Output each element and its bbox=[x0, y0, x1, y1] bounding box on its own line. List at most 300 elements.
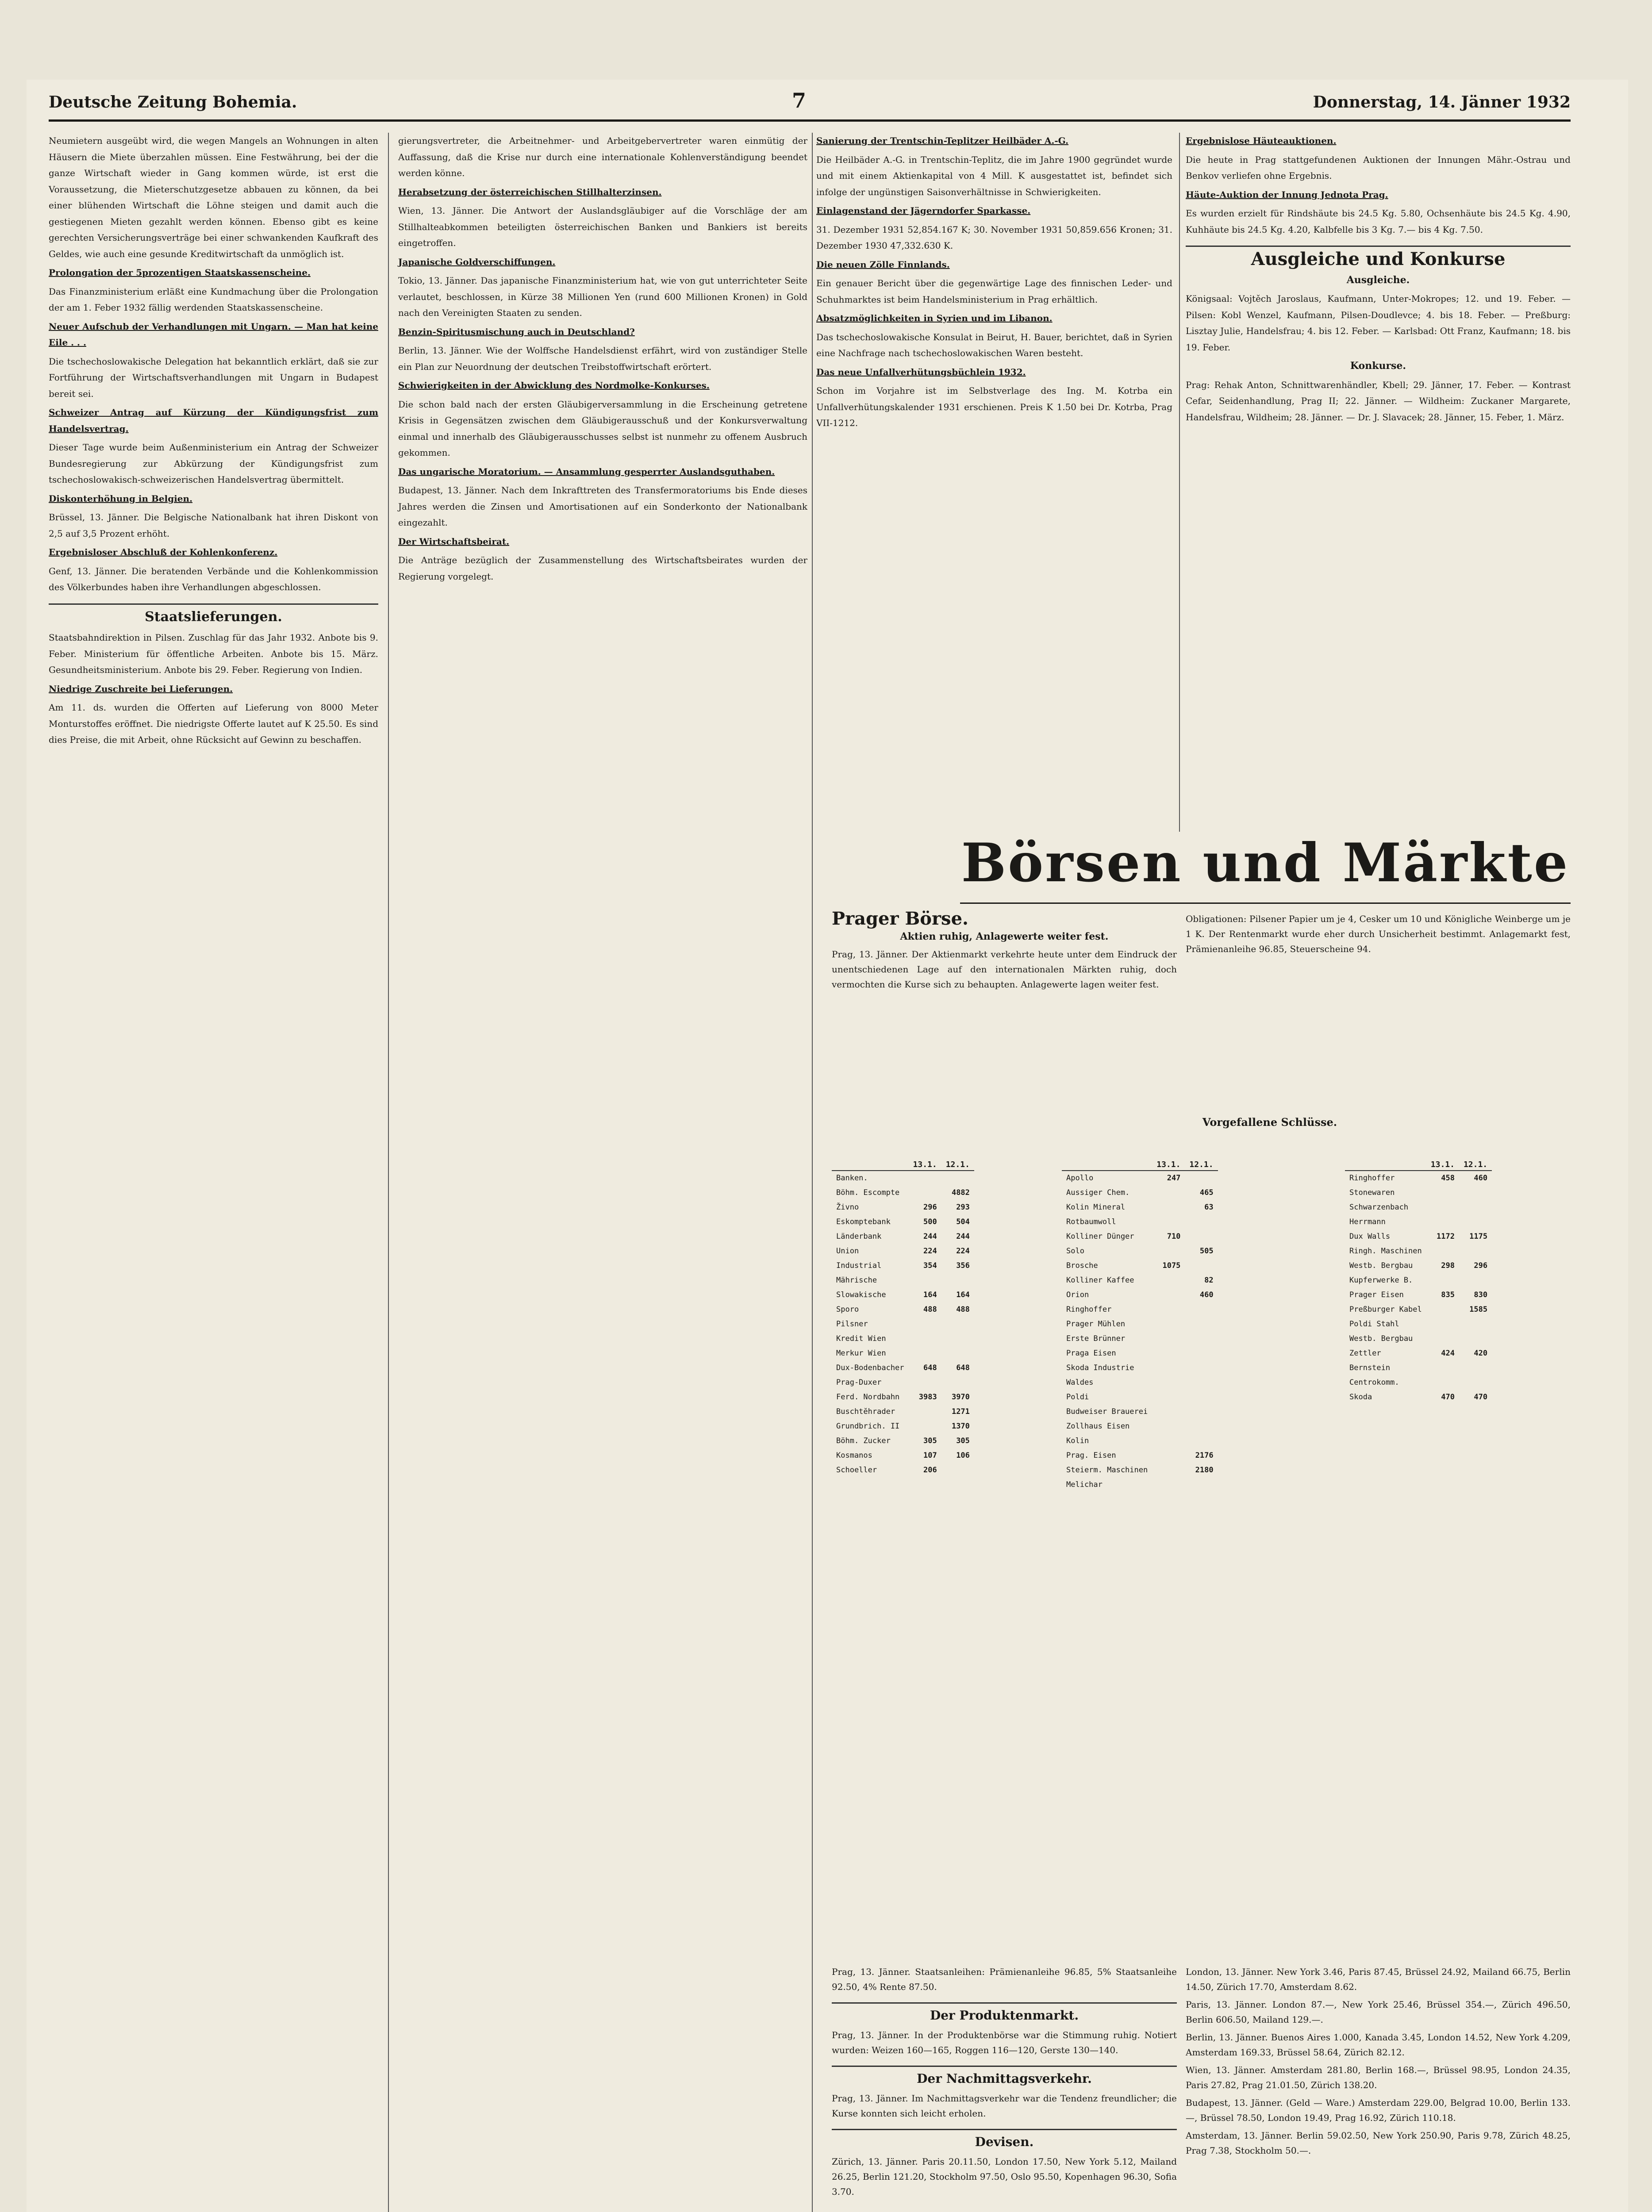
price-cell: 710 bbox=[1167, 1232, 1181, 1241]
table-row bbox=[832, 1390, 974, 1405]
article-text: Brüssel, 13. Jänner. Die Belgische Nationalbank hat ihren Diskont von 2,5 auf 3,5 Prozent erhöht. bbox=[49, 512, 378, 539]
table-row bbox=[1062, 1361, 1218, 1375]
section-heading: Staatslieferungen. bbox=[49, 603, 378, 626]
table-row bbox=[1345, 1186, 1492, 1200]
security-name: Buschtĕhrader bbox=[836, 1407, 895, 1416]
price-cell bbox=[941, 1332, 974, 1346]
security-name: Böhm. Escompte bbox=[836, 1188, 900, 1197]
table-row bbox=[1062, 1346, 1218, 1361]
price-cell bbox=[1185, 1302, 1218, 1317]
security-name: Grundbrich. II bbox=[836, 1422, 900, 1431]
price-cell bbox=[909, 1346, 941, 1361]
article-headline: Der Wirtschaftsbeirat. bbox=[398, 536, 510, 547]
price-cell bbox=[941, 1171, 974, 1186]
security-name: Steierm. Maschinen bbox=[1066, 1466, 1148, 1475]
article-headline: Prolongation der 5prozentigen Staatskassenscheine. bbox=[49, 267, 311, 278]
price-cell: 247 bbox=[1167, 1174, 1181, 1183]
price-cell bbox=[1426, 1273, 1459, 1288]
table-row bbox=[832, 1302, 974, 1317]
price-cell bbox=[909, 1186, 941, 1200]
price-cell: 244 bbox=[923, 1232, 937, 1241]
security-name: Poldi bbox=[1066, 1393, 1089, 1402]
table-row bbox=[832, 1346, 974, 1361]
table-row bbox=[832, 1463, 974, 1478]
price-cell: 1370 bbox=[951, 1422, 970, 1431]
column-1 bbox=[49, 133, 378, 751]
section-heading: Devisen. bbox=[832, 2129, 1177, 2150]
price-cell bbox=[1185, 1332, 1218, 1346]
security-name: Kolliner Kaffee bbox=[1066, 1276, 1134, 1285]
article-headline: Das neue Unfallverhütungsbüchlein 1932. bbox=[816, 366, 1026, 377]
table-row bbox=[832, 1361, 974, 1375]
table-row bbox=[1062, 1229, 1218, 1244]
article-headline: Neuer Aufschub der Verhandlungen mit Ungarn. — Man hat keine Eile . . . bbox=[49, 321, 378, 348]
article-text: Prag, 13. Jänner. Der Aktienmarkt verkehrte heute unter dem Eindruck der unentschiedenen Lage auf den internationalen Märkten ruhig, doch vermochten die Kurse sich zu behaupten. Anlagewerte lagen weiter fest. bbox=[832, 949, 1177, 990]
article-headline: Schwierigkeiten in der Abwicklung des Nordmolke-Konkurses. bbox=[398, 380, 710, 391]
price-cell: 830 bbox=[1474, 1290, 1488, 1299]
column-4-bottom bbox=[1186, 1964, 1571, 2161]
price-cell: 460 bbox=[1199, 1290, 1214, 1299]
table-row bbox=[832, 1171, 974, 1186]
price-cell bbox=[1152, 1302, 1185, 1317]
column-2 bbox=[398, 133, 807, 587]
table-row bbox=[1345, 1171, 1492, 1186]
security-name: Budweiser Brauerei bbox=[1066, 1407, 1148, 1416]
price-cell bbox=[1152, 1405, 1185, 1419]
price-cell bbox=[909, 1405, 941, 1419]
article-text: Genf, 13. Jänner. Die beratenden Verbände und die Kohlenkommission des Völkerbundes haben ihre Verhandlungen abgeschlossen. bbox=[49, 565, 378, 592]
article-text: Staatsbahndirektion in Pilsen. Zuschlag für das Jahr 1932. Anbote bis 9. Feber. Ministerium für öffentliche Arbeiten. Anbote bis 15. März. Gesundheitsministerium. Anbote bis 29. Feber. Regierung von Indien. bbox=[49, 632, 378, 675]
security-name: Stonewaren bbox=[1349, 1188, 1395, 1197]
column-4-top bbox=[1186, 133, 1571, 823]
article-headline: Die neuen Zölle Finnlands. bbox=[816, 259, 950, 270]
article-text: Das tschechoslowakische Konsulat in Beirut, H. Bauer, berichtet, daß in Syrien eine Nachfrage nach tschechoslowakischen Waren besteht. bbox=[816, 331, 1172, 358]
table-row bbox=[1062, 1186, 1218, 1200]
price-cell: 298 bbox=[1441, 1261, 1455, 1270]
price-cell bbox=[941, 1463, 974, 1478]
section-heading: Ausgleiche und Konkurse bbox=[1186, 246, 1571, 268]
table-row bbox=[832, 1419, 974, 1434]
price-cell bbox=[941, 1375, 974, 1390]
table-row bbox=[1345, 1332, 1492, 1346]
security-name: Prag-Duxer bbox=[836, 1378, 882, 1387]
table-row bbox=[832, 1375, 974, 1390]
price-cell bbox=[1152, 1478, 1185, 1492]
price-cell bbox=[1459, 1215, 1492, 1229]
security-name: Böhm. Zucker bbox=[836, 1436, 891, 1445]
security-name: Ringhoffer bbox=[1349, 1174, 1395, 1183]
table-row bbox=[1062, 1375, 1218, 1390]
price-cell bbox=[1185, 1346, 1218, 1361]
security-name: Bernstein bbox=[1349, 1363, 1391, 1372]
article-text: Berlin, 13. Jänner. Buenos Aires 1.000, Kanada 3.45, London 14.52, New York 4.209, Amsterdam 169.33, Brüssel 58.64, Zürich 82.12. bbox=[1186, 2032, 1571, 2058]
table-row bbox=[1062, 1215, 1218, 1229]
price-cell bbox=[909, 1375, 941, 1390]
article-text: 31. Dezember 1931 52,854.167 K; 30. November 1931 50,859.656 Kronen; 31. Dezember 1930 47,332.630 K. bbox=[816, 224, 1172, 251]
article-text: Die tschechoslowakische Delegation hat bekanntlich erklärt, daß sie zur Fortführung der Wirtschaftsverhandlungen mit Ungarn in Budapest bereit sei. bbox=[49, 356, 378, 399]
price-cell bbox=[1152, 1273, 1185, 1288]
table-row bbox=[832, 1186, 974, 1200]
price-cell: 3970 bbox=[951, 1393, 970, 1402]
price-cell bbox=[1426, 1200, 1459, 1215]
table-row bbox=[832, 1244, 974, 1259]
price-cell bbox=[909, 1317, 941, 1332]
price-cell: 206 bbox=[923, 1466, 937, 1475]
table-row bbox=[1062, 1448, 1218, 1463]
price-cell: 470 bbox=[1474, 1393, 1488, 1402]
stock-table-1 bbox=[832, 1159, 974, 1478]
price-cell bbox=[1185, 1478, 1218, 1492]
price-cell: 107 bbox=[923, 1451, 937, 1460]
table-row bbox=[1345, 1273, 1492, 1288]
price-cell: 356 bbox=[956, 1261, 970, 1270]
price-cell: 164 bbox=[956, 1290, 970, 1299]
security-name: Eskomptebank bbox=[836, 1217, 891, 1226]
article-text: Paris, 13. Jänner. London 87.—, New York 25.46, Brüssel 354.—, Zürich 496.50, Berlin 606.50, Mailand 129.—. bbox=[1186, 1999, 1571, 2025]
security-name: Westb. Bergbau bbox=[1349, 1261, 1413, 1270]
price-cell: 2180 bbox=[1195, 1466, 1214, 1475]
price-cell bbox=[1152, 1200, 1185, 1215]
article-headline: Ergebnisloser Abschluß der Kohlenkonferenz. bbox=[49, 547, 278, 557]
security-name: Ferd. Nordbahn bbox=[836, 1393, 900, 1402]
prague-exchange-block bbox=[832, 908, 1177, 995]
price-cell bbox=[1459, 1317, 1492, 1332]
article-text: Obligationen: Pilsener Papier um je 4, Cesker um 10 und Königliche Weinberge um je 1 K. Der Rentenmarkt wurde eher durch Unsicherheit bestimmt. Anlagemarkt fest, Prämienanleihe 96.85, Steuerscheine 94. bbox=[1186, 914, 1571, 954]
price-cell bbox=[1459, 1200, 1492, 1215]
article-text: Wien, 13. Jänner. Die Antwort der Auslandsgläubiger auf die Vorschläge der am Stillhalteabkommen beteiligten österreichischen Banken und Bankiers ist bereits eingetroffen. bbox=[398, 205, 807, 248]
subsection-heading: Konkurse. bbox=[1350, 360, 1406, 372]
article-headline: Japanische Goldverschiffungen. bbox=[398, 256, 556, 267]
article-headline: Das ungarische Moratorium. — Ansammlung gesperrter Auslandsguthaben. bbox=[398, 466, 775, 477]
table-row bbox=[1062, 1288, 1218, 1302]
price-cell bbox=[941, 1346, 974, 1361]
article-text: Das Finanzministerium erläßt eine Kundmachung über die Prolongation der am 1. Feber 1932 fällig werdenden Staatskassenscheine. bbox=[49, 286, 378, 313]
price-cell: 1585 bbox=[1469, 1305, 1488, 1314]
table-row bbox=[832, 1215, 974, 1229]
price-cell bbox=[909, 1171, 941, 1186]
article-headline: Ergebnislose Häuteauktionen. bbox=[1186, 135, 1337, 146]
table-row bbox=[1062, 1332, 1218, 1346]
security-name: Erste Brünner bbox=[1066, 1334, 1126, 1343]
table-row bbox=[832, 1448, 974, 1463]
article-headline: Einlagenstand der Jägerndorfer Sparkasse. bbox=[816, 205, 1031, 216]
article-headline: Benzin-Spiritusmischung auch in Deutschland? bbox=[398, 326, 635, 337]
table-row bbox=[1062, 1463, 1218, 1478]
price-cell: 460 bbox=[1474, 1174, 1488, 1183]
security-name: Prager Eisen bbox=[1349, 1290, 1404, 1299]
table-row bbox=[1062, 1200, 1218, 1215]
price-cell bbox=[1426, 1375, 1459, 1390]
security-name: Solo bbox=[1066, 1247, 1084, 1256]
table-row bbox=[1062, 1317, 1218, 1332]
table-row bbox=[1062, 1171, 1218, 1186]
market-heading: Prager Börse. bbox=[832, 908, 968, 929]
stock-table-3 bbox=[1345, 1159, 1492, 1405]
price-cell bbox=[1185, 1419, 1218, 1434]
security-name: Kupferwerke B. bbox=[1349, 1276, 1413, 1285]
price-cell: 224 bbox=[923, 1247, 937, 1256]
market-subheading: Aktien ruhig, Anlagewerte weiter fest. bbox=[900, 931, 1109, 942]
security-name: Melichar bbox=[1066, 1480, 1103, 1489]
masthead bbox=[49, 88, 1571, 122]
security-name: Schwarzenbach bbox=[1349, 1203, 1409, 1212]
security-name: Kredit Wien bbox=[836, 1334, 886, 1343]
table-row bbox=[832, 1200, 974, 1215]
price-cell bbox=[1185, 1317, 1218, 1332]
article-text: Prag, 13. Jänner. In der Produktenbörse war die Stimmung ruhig. Notiert wurden: Weizen 160—165, Roggen 116—120, Gerste 130—140. bbox=[832, 2030, 1177, 2055]
article-text: Berlin, 13. Jänner. Wie der Wolffsche Handelsdienst erfährt, wird von zuständiger Stelle ein Plan zur Neuordnung der deutschen Treibstoffwirtschaft erörtert. bbox=[398, 345, 807, 372]
security-name: Waldes bbox=[1066, 1378, 1094, 1387]
price-cell: 3983 bbox=[918, 1393, 937, 1402]
security-name: Brosche bbox=[1066, 1261, 1098, 1270]
article-text: Prag, 13. Jänner. Staatsanleihen: Prämienanleihe 96.85, 5% Staatsanleihe 92.50, 4% Rente 87.50. bbox=[832, 1966, 1177, 1992]
column-header: 12.1. bbox=[941, 1159, 974, 1171]
article-text: Amsterdam, 13. Jänner. Berlin 59.02.50, New York 250.90, Paris 9.78, Zürich 48.25, Prag 7.38, Stockholm 50.—. bbox=[1186, 2130, 1571, 2156]
table-row bbox=[1345, 1215, 1492, 1229]
article-text: Am 11. ds. wurden die Offerten auf Lieferung von 8000 Meter Monturstoffes eröffnet. Die niedrigste Offerte lautet auf K 25.50. Es sind dies Preise, die mit Arbeit, ohne Rücksicht auf Gewinn zu beschaffen. bbox=[49, 702, 378, 745]
price-cell bbox=[1459, 1375, 1492, 1390]
price-cell bbox=[909, 1273, 941, 1288]
price-cell bbox=[1185, 1229, 1218, 1244]
price-cell bbox=[1152, 1448, 1185, 1463]
security-name: Industrial bbox=[836, 1261, 882, 1270]
price-cell bbox=[909, 1419, 941, 1434]
price-cell: 1075 bbox=[1162, 1261, 1181, 1270]
price-cell: 1175 bbox=[1469, 1232, 1488, 1241]
table-row bbox=[832, 1229, 974, 1244]
closing-prices-caption bbox=[969, 1115, 1571, 1130]
article-headline: Sanierung der Trentschin-Teplitzer Heilbäder A.-G. bbox=[816, 135, 1069, 146]
price-cell bbox=[1152, 1361, 1185, 1375]
price-cell bbox=[1152, 1317, 1185, 1332]
table-row bbox=[832, 1332, 974, 1346]
column-header bbox=[1062, 1159, 1152, 1171]
security-name: Merkur Wien bbox=[836, 1349, 886, 1358]
security-name: Prag. Eisen bbox=[1066, 1451, 1116, 1460]
price-cell bbox=[1152, 1390, 1185, 1405]
table-row bbox=[1062, 1405, 1218, 1419]
newspaper-title: Deutsche Zeitung Bohemia. bbox=[49, 93, 297, 111]
security-name: Ringh. Maschinen bbox=[1349, 1247, 1422, 1256]
article-headline: Schweizer Antrag auf Kürzung der Kündigungsfrist zum Handelsvertrag. bbox=[49, 407, 378, 434]
security-name: Banken. bbox=[836, 1174, 868, 1183]
price-cell: 424 bbox=[1441, 1349, 1455, 1358]
security-name: Poldi Stahl bbox=[1349, 1320, 1399, 1329]
table-caption: Vorgefallene Schlüsse. bbox=[1202, 1116, 1337, 1129]
article-headline: Herabsetzung der österreichischen Stillhalterzinsen. bbox=[398, 186, 662, 197]
security-name: Apollo bbox=[1066, 1174, 1094, 1183]
table-row bbox=[1345, 1346, 1492, 1361]
price-cell bbox=[1459, 1186, 1492, 1200]
price-cell: 4882 bbox=[951, 1188, 970, 1197]
table-row bbox=[1062, 1273, 1218, 1288]
price-cell: 305 bbox=[956, 1436, 970, 1445]
column-header: 12.1. bbox=[1185, 1159, 1218, 1171]
security-name: Zettler bbox=[1349, 1349, 1381, 1358]
article-text: Die Heilbäder A.-G. in Trentschin-Teplitz, die im Jahre 1900 gegründet wurde und mit einem Aktienkapital von 4 Mill. K ausgestattet ist, befindet sich infolge der ungünstigen Saisonverhältnisse in Schwierigkeiten. bbox=[816, 154, 1172, 197]
market-section-title: Börsen und Märkte bbox=[960, 832, 1571, 904]
price-cell: 2176 bbox=[1195, 1451, 1214, 1460]
price-cell bbox=[1152, 1419, 1185, 1434]
security-name: Sporo bbox=[836, 1305, 859, 1314]
security-name: Skoda Industrie bbox=[1066, 1363, 1134, 1372]
article-text: Wien, 13. Jänner. Amsterdam 281.80, Berlin 168.—, Brüssel 98.95, London 24.35, Paris 27.82, Prag 21.01.50, Zürich 138.20. bbox=[1186, 2065, 1571, 2090]
column-3-bottom bbox=[832, 1964, 1177, 2202]
table-row bbox=[1062, 1302, 1218, 1317]
price-cell bbox=[1426, 1215, 1459, 1229]
table-row bbox=[1345, 1229, 1492, 1244]
price-cell: 224 bbox=[956, 1247, 970, 1256]
security-name: Kosmanos bbox=[836, 1451, 872, 1460]
article-text: Die heute in Prag stattgefundenen Auktionen der Innungen Mähr.-Ostrau und Benkov verliefen ohne Ergebnis. bbox=[1186, 154, 1571, 181]
price-cell bbox=[1152, 1434, 1185, 1448]
price-cell bbox=[1185, 1390, 1218, 1405]
price-cell: 1172 bbox=[1437, 1232, 1455, 1241]
table-row bbox=[1062, 1390, 1218, 1405]
price-cell bbox=[1152, 1186, 1185, 1200]
price-cell bbox=[1426, 1302, 1459, 1317]
article-headline: Niedrige Zuschreite bei Lieferungen. bbox=[49, 683, 233, 694]
price-cell bbox=[1185, 1215, 1218, 1229]
price-cell bbox=[941, 1273, 974, 1288]
column-header: 12.1. bbox=[1459, 1159, 1492, 1171]
column-3-top bbox=[816, 133, 1172, 823]
price-cell: 835 bbox=[1441, 1290, 1455, 1299]
article-text: Neumietern ausgeübt wird, die wegen Mangels an Wohnungen in alten Häusern die Miete überzahlen müssen. Eine Festwährung, bei der die ganze Wirtschaft wieder in Gang kommen würde, ist erst die Voraussetzung, die Mieterschutzgesetze abbauen zu können, da bei einer blühenden Wirtschaft die Löhne steigen und damit auch die gestiegenen Mieten gezahlt werden können. Ebenso gibt es keine gerechten Versicherungsverträge bei einer schwankenden Kaufkraft des Geldes, wie auch eine gesunde Kreditwirtschaft da unmöglich ist. bbox=[49, 135, 378, 259]
price-cell bbox=[1152, 1463, 1185, 1478]
price-cell bbox=[1152, 1288, 1185, 1302]
security-name: Dux-Bodenbacher bbox=[836, 1363, 904, 1372]
security-name: Centrokomm. bbox=[1349, 1378, 1399, 1387]
price-cell: 63 bbox=[1204, 1203, 1214, 1212]
table-row bbox=[1345, 1302, 1492, 1317]
article-text: London, 13. Jänner. New York 3.46, Paris 87.45, Brüssel 24.92, Mailand 66.75, Berlin 14.50, Zürich 17.70, Amsterdam 8.62. bbox=[1186, 1966, 1571, 1992]
price-cell bbox=[1185, 1375, 1218, 1390]
price-cell: 465 bbox=[1199, 1188, 1214, 1197]
table-row bbox=[1062, 1259, 1218, 1273]
issue-date: Donnerstag, 14. Jänner 1932 bbox=[1313, 93, 1571, 111]
table-row bbox=[1345, 1259, 1492, 1273]
table-row bbox=[1062, 1419, 1218, 1434]
page-number: 7 bbox=[792, 88, 807, 112]
price-cell: 106 bbox=[956, 1451, 970, 1460]
price-cell: 354 bbox=[923, 1261, 937, 1270]
security-name: Skoda bbox=[1349, 1393, 1372, 1402]
price-cell bbox=[1185, 1361, 1218, 1375]
article-text: Schon im Vorjahre ist im Selbstverlage des Ing. M. Kotrba ein Unfallverhütungskalender 1931 erschienen. Preis K 1.50 bei Dr. Kotrba, Prag VII-1212. bbox=[816, 385, 1172, 428]
article-headline: Absatzmöglichkeiten in Syrien und im Libanon. bbox=[816, 313, 1053, 323]
price-cell bbox=[1152, 1375, 1185, 1390]
price-cell: 505 bbox=[1199, 1247, 1214, 1256]
article-text: Ein genauer Bericht über die gegenwärtige Lage des finnischen Leder- und Schuhmarktes ist beim Handelsministerium in Prag erhältlich. bbox=[816, 278, 1172, 305]
security-name: Ringhoffer bbox=[1066, 1305, 1112, 1314]
price-cell bbox=[1426, 1361, 1459, 1375]
price-cell: 470 bbox=[1441, 1393, 1455, 1402]
price-cell: 164 bbox=[923, 1290, 937, 1299]
article-text: Es wurden erzielt für Rindshäute bis 24.5 Kg. 5.80, Ochsenhäute bis 24.5 Kg. 4.90, Kuhhäute bis 24.5 Kg. 4.20, Kalbfelle bis 3 Kg. 7.— bis 4 Kg. 7.50. bbox=[1186, 208, 1571, 235]
price-cell bbox=[909, 1332, 941, 1346]
security-name: Westb. Bergbau bbox=[1349, 1334, 1413, 1343]
section-heading: Der Produktenmarkt. bbox=[832, 2002, 1177, 2023]
price-cell: 504 bbox=[956, 1217, 970, 1226]
article-text: Budapest, 13. Jänner. Nach dem Inkrafttreten des Transfermoratoriums bis Ende dieses Jahres werden die Zinsen und Amortisationen auf ein Sonderkonto der Nationalbank eingezahlt. bbox=[398, 485, 807, 528]
price-cell bbox=[1426, 1244, 1459, 1259]
price-cell: 1271 bbox=[951, 1407, 970, 1416]
price-cell bbox=[1185, 1259, 1218, 1273]
table-row bbox=[1345, 1375, 1492, 1390]
security-name: Kolliner Dünger bbox=[1066, 1232, 1134, 1241]
bond-market-block bbox=[1186, 911, 1571, 959]
price-cell bbox=[1152, 1332, 1185, 1346]
security-name: Živno bbox=[836, 1203, 859, 1212]
security-name: Pilsner bbox=[836, 1320, 868, 1329]
table-row bbox=[1062, 1434, 1218, 1448]
article-text: Prag, 13. Jänner. Im Nachmittagsverkehr war die Tendenz freundlicher; die Kurse konnten sich leicht erholen. bbox=[832, 2093, 1177, 2119]
table-row bbox=[832, 1288, 974, 1302]
price-cell: 458 bbox=[1441, 1174, 1455, 1183]
price-cell: 244 bbox=[956, 1232, 970, 1241]
table-row bbox=[1062, 1244, 1218, 1259]
article-text: Tokio, 13. Jänner. Das japanische Finanzministerium hat, wie von gut unterrichteter Seite verlautet, beschlossen, in Kürze 38 Millionen Yen (rund 600 Millionen Kronen) in Gold nach den Vereinigten Staaten zu senden. bbox=[398, 275, 807, 318]
column-divider bbox=[1179, 133, 1180, 832]
price-cell bbox=[941, 1317, 974, 1332]
article-text: Dieser Tage wurde beim Außenministerium ein Antrag der Schweizer Bundesregierung zur Abkürzung der Kündigungsfrist zum tschechoslowakisch-schweizerischen Handelsvertrag übermittelt. bbox=[49, 442, 378, 485]
price-cell bbox=[1152, 1346, 1185, 1361]
article-text: Die schon bald nach der ersten Gläubigerversammlung in die Erscheinung getretene Krisis in Gegensätzen zwischen dem Gläubigerausschuß und der Konkursverwaltung einmal und innerhalb des Gläubigerausschusses selbst ist nunmehr zu offenem Ausbruch gekommen. bbox=[398, 399, 807, 458]
article-headline: Diskonterhöhung in Belgien. bbox=[49, 493, 193, 504]
price-cell: 293 bbox=[956, 1203, 970, 1212]
security-name: Slowakische bbox=[836, 1290, 886, 1299]
column-divider bbox=[812, 133, 813, 2212]
price-cell: 488 bbox=[956, 1305, 970, 1314]
table-row bbox=[832, 1434, 974, 1448]
price-cell: 296 bbox=[1474, 1261, 1488, 1270]
article-text: gierungsvertreter, die Arbeitnehmer- und Arbeitgebervertreter waren einmütig der Auffassung, daß die Krise nur durch eine internationale Kohlenverständigung beendet werden könne. bbox=[398, 135, 807, 178]
table-row bbox=[832, 1405, 974, 1419]
price-cell: 82 bbox=[1204, 1276, 1214, 1285]
column-header: 13.1. bbox=[1426, 1159, 1459, 1171]
article-text: Budapest, 13. Jänner. (Geld — Ware.) Amsterdam 229.00, Belgrad 10.00, Berlin 133.—, Brüssel 78.50, London 19.49, Prag 16.92, Zürich 110.18. bbox=[1186, 2097, 1571, 2123]
security-name: Dux Walls bbox=[1349, 1232, 1391, 1241]
table-row bbox=[1345, 1317, 1492, 1332]
price-cell bbox=[1426, 1317, 1459, 1332]
price-cell bbox=[1185, 1405, 1218, 1419]
security-name: Länderbank bbox=[836, 1232, 882, 1241]
security-name: Aussiger Chem. bbox=[1066, 1188, 1130, 1197]
price-cell bbox=[1459, 1332, 1492, 1346]
column-header: 13.1. bbox=[1152, 1159, 1185, 1171]
price-cell: 420 bbox=[1474, 1349, 1488, 1358]
price-cell bbox=[1459, 1273, 1492, 1288]
price-cell: 648 bbox=[923, 1363, 937, 1372]
security-name: Kolin bbox=[1066, 1436, 1089, 1445]
price-cell: 648 bbox=[956, 1363, 970, 1372]
price-cell bbox=[1459, 1244, 1492, 1259]
column-header bbox=[1345, 1159, 1426, 1171]
security-name: Schoeller bbox=[836, 1466, 877, 1475]
price-cell: 500 bbox=[923, 1217, 937, 1226]
table-row bbox=[1345, 1390, 1492, 1405]
security-name: Rotbaumwoll bbox=[1066, 1217, 1116, 1226]
price-cell bbox=[1152, 1215, 1185, 1229]
security-name: Orion bbox=[1066, 1290, 1089, 1299]
price-cell: 296 bbox=[923, 1203, 937, 1212]
table-row bbox=[832, 1317, 974, 1332]
security-name: Mährische bbox=[836, 1276, 877, 1285]
subsection-heading: Ausgleiche. bbox=[1346, 274, 1410, 286]
article-text: Die Anträge bezüglich der Zusammenstellung des Wirtschaftsbeirates wurden der Regierung vorgelegt. bbox=[398, 555, 807, 582]
article-headline: Häute-Auktion der Innung Jednota Prag. bbox=[1186, 189, 1388, 200]
